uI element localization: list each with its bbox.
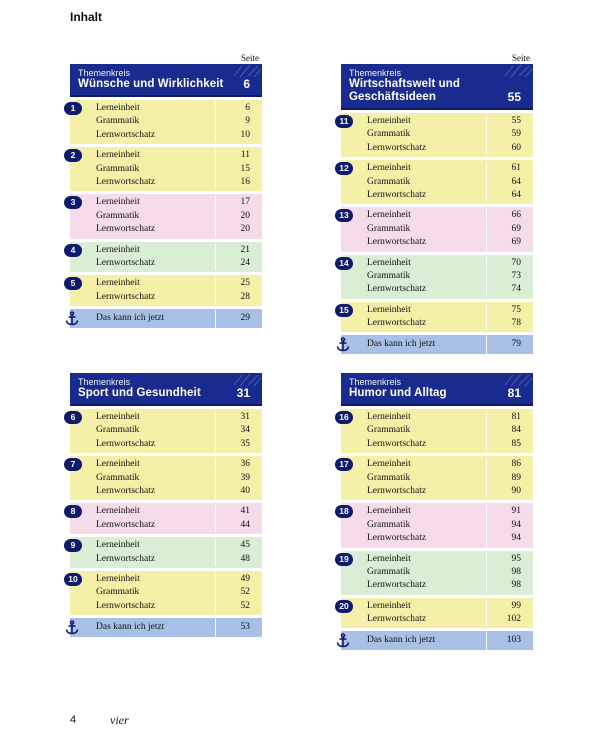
- unit-group: [341, 598, 533, 629]
- themenkreis-label: Themenkreis: [349, 377, 402, 387]
- themenkreis-page: 6: [243, 77, 250, 91]
- toc-entry-page: 86: [486, 458, 533, 471]
- toc-entry-page: 75: [486, 304, 533, 317]
- toc-row[interactable]: [70, 176, 262, 189]
- toc-row[interactable]: [70, 102, 262, 115]
- kann-ich-jetzt-row[interactable]: [341, 335, 533, 354]
- themenkreis-page: 31: [236, 386, 250, 400]
- toc-entry-label: Grammatik: [367, 223, 411, 234]
- themenkreis-page: 55: [507, 90, 521, 104]
- unit-group: [70, 537, 262, 568]
- toc-entry-page: 31: [215, 411, 262, 424]
- toc-row[interactable]: [70, 539, 262, 552]
- toc-row[interactable]: [341, 424, 533, 437]
- toc-entry-page: 98: [486, 566, 533, 579]
- toc-entry-page: 94: [486, 532, 533, 545]
- toc-row[interactable]: [341, 553, 533, 566]
- toc-entry-label: Lernwortschatz: [96, 485, 156, 496]
- themenkreis-block: [341, 362, 533, 650]
- unit-group: [70, 147, 262, 191]
- toc-entry-page: 40: [215, 485, 262, 498]
- kann-label: Das kann ich jetzt: [96, 622, 165, 633]
- toc-row[interactable]: [341, 223, 533, 236]
- unit-number-badge: 15: [335, 304, 353, 317]
- toc-row[interactable]: [70, 411, 262, 424]
- toc-entry-label: Grammatik: [96, 116, 140, 127]
- toc-entry-page: 10: [215, 129, 262, 142]
- unit-group: [70, 571, 262, 615]
- toc-row[interactable]: [341, 304, 533, 317]
- themenkreis-title: Wünsche und Wirklichkeit: [78, 78, 224, 90]
- toc-entry-label: Lernwortschatz: [96, 438, 156, 449]
- toc-row[interactable]: [341, 236, 533, 249]
- themenkreis-title: Wirtschaftswelt und Geschäftsideen: [349, 78, 461, 103]
- toc-entry-page: 102: [486, 613, 533, 626]
- themenkreis-block: [341, 53, 533, 354]
- toc-row[interactable]: [70, 519, 262, 532]
- toc-entry-label: Lerneinheit: [367, 304, 411, 315]
- toc-entry-page: 91: [486, 505, 533, 518]
- toc-row[interactable]: [70, 485, 262, 498]
- toc-entry-label: Lernwortschatz: [367, 318, 427, 329]
- kann-page: 29: [215, 309, 262, 328]
- toc-entry-page: 69: [486, 223, 533, 236]
- toc-entry-page: 20: [215, 210, 262, 223]
- seite-label: [70, 362, 262, 373]
- toc-entry-page: 55: [486, 115, 533, 128]
- toc-row[interactable]: [341, 600, 533, 613]
- toc-entry-page: 52: [215, 586, 262, 599]
- anchor-icon: [336, 633, 350, 648]
- toc-entry-label: Grammatik: [367, 176, 411, 187]
- toc-entry-page: 84: [486, 424, 533, 437]
- unit-group: [70, 242, 262, 273]
- toc-entry-label: Lerneinheit: [96, 244, 140, 255]
- toc-entry-page: 85: [486, 438, 533, 451]
- unit-number-badge: 20: [335, 600, 353, 613]
- toc-entry-page: 45: [215, 539, 262, 552]
- toc-entry-label: Grammatik: [367, 270, 411, 281]
- themenkreis-label: Themenkreis: [349, 68, 402, 78]
- toc-entry-label: Lernwortschatz: [96, 129, 156, 140]
- unit-group: [341, 409, 533, 453]
- toc-row[interactable]: [70, 129, 262, 142]
- toc-entry-label: Lerneinheit: [367, 210, 411, 221]
- anchor-icon: [65, 620, 79, 635]
- toc-entry-page: 64: [486, 176, 533, 189]
- unit-group: [341, 503, 533, 547]
- toc-entry-label: Lernwortschatz: [96, 291, 156, 302]
- toc-entry-page: 60: [486, 142, 533, 155]
- toc-row[interactable]: [70, 196, 262, 209]
- toc-entry-page: 36: [215, 458, 262, 471]
- toc-row[interactable]: [70, 586, 262, 599]
- toc-entry-page: 59: [486, 128, 533, 141]
- toc-entry-label: Grammatik: [96, 587, 140, 598]
- toc-row[interactable]: [341, 270, 533, 283]
- toc-entry-page: 78: [486, 317, 533, 330]
- toc-entry-page: 44: [215, 519, 262, 532]
- toc-entry-label: Lernwortschatz: [96, 257, 156, 268]
- toc-entry-label: Lerneinheit: [367, 553, 411, 564]
- unit-group: [70, 194, 262, 238]
- toc-entry-page: 16: [215, 176, 262, 189]
- toc-row[interactable]: [70, 210, 262, 223]
- toc-row[interactable]: [341, 128, 533, 141]
- themenkreis-header: [341, 373, 533, 406]
- toc-entry-label: Lerneinheit: [96, 459, 140, 470]
- toc-entry-page: 74: [486, 283, 533, 296]
- toc-entry-label: Lernwortschatz: [96, 600, 156, 611]
- toc-entry-label: Grammatik: [96, 210, 140, 221]
- toc-entry-label: Lerneinheit: [96, 150, 140, 161]
- unit-number-badge: 7: [64, 458, 82, 471]
- unit-number-badge: 19: [335, 553, 353, 566]
- unit-group: [341, 113, 533, 157]
- toc-row[interactable]: [341, 485, 533, 498]
- toc-entry-label: Lernwortschatz: [367, 284, 427, 295]
- toc-entry-label: Lernwortschatz: [367, 485, 427, 496]
- unit-number-badge: 16: [335, 411, 353, 424]
- toc-entry-label: Lernwortschatz: [367, 533, 427, 544]
- toc-entry-label: Lerneinheit: [96, 197, 140, 208]
- unit-group: [341, 551, 533, 595]
- unit-number-badge: 6: [64, 411, 82, 424]
- themenkreis-header: [70, 373, 262, 406]
- unit-group: [70, 409, 262, 453]
- kann-label: Das kann ich jetzt: [96, 313, 165, 324]
- toc-entry-label: Lernwortschatz: [367, 614, 427, 625]
- toc-row[interactable]: [70, 244, 262, 257]
- kann-ich-jetzt-row[interactable]: [70, 618, 262, 637]
- toc-row[interactable]: [341, 566, 533, 579]
- toc-entry-page: 90: [486, 485, 533, 498]
- toc-row[interactable]: [70, 573, 262, 586]
- toc-entry-label: Lerneinheit: [367, 600, 411, 611]
- unit-group: [341, 255, 533, 299]
- unit-number-badge: 11: [335, 115, 353, 128]
- toc-row[interactable]: [70, 553, 262, 566]
- toc-row[interactable]: [70, 600, 262, 613]
- toc-entry-page: 48: [215, 553, 262, 566]
- themenkreis-header: [70, 64, 262, 97]
- unit-number-badge: 5: [64, 277, 82, 290]
- toc-entry-page: 49: [215, 573, 262, 586]
- seite-label: Seite: [241, 53, 259, 63]
- toc-entry-label: Grammatik: [96, 425, 140, 436]
- unit-group: [70, 275, 262, 306]
- themenkreis-title: Humor und Alltag: [349, 387, 447, 399]
- seite-label: [341, 362, 533, 373]
- toc-entry-page: 24: [215, 257, 262, 270]
- toc-row[interactable]: [70, 424, 262, 437]
- themenkreis-label: Themenkreis: [78, 377, 131, 387]
- page-title: Inhalt: [70, 10, 102, 24]
- toc-entry-label: Lerneinheit: [367, 116, 411, 126]
- toc-row[interactable]: [341, 176, 533, 189]
- toc-entry-page: 61: [486, 162, 533, 175]
- unit-group: [341, 207, 533, 251]
- toc-entry-page: 41: [215, 505, 262, 518]
- toc-entry-page: 28: [215, 291, 262, 304]
- unit-group: [341, 456, 533, 500]
- toc-row[interactable]: [341, 283, 533, 296]
- toc-entry-page: 35: [215, 438, 262, 451]
- toc-row[interactable]: [341, 519, 533, 532]
- toc-entry-page: 25: [215, 277, 262, 290]
- toc-entry-page: 64: [486, 189, 533, 202]
- kann-page: 53: [215, 618, 262, 637]
- toc-row[interactable]: [341, 505, 533, 518]
- unit-group: [341, 302, 533, 333]
- toc-row[interactable]: [341, 532, 533, 545]
- toc-row[interactable]: [70, 505, 262, 518]
- toc-entry-label: Lerneinheit: [96, 506, 140, 517]
- anchor-icon: [336, 337, 350, 352]
- toc-row[interactable]: [70, 223, 262, 236]
- toc-row[interactable]: [341, 613, 533, 626]
- toc-row[interactable]: [341, 209, 533, 222]
- toc-entry-page: 98: [486, 579, 533, 592]
- toc-entry-label: Lerneinheit: [96, 540, 140, 551]
- unit-number-badge: 12: [335, 162, 353, 175]
- toc-entry-label: Lernwortschatz: [367, 237, 427, 248]
- unit-group: [341, 160, 533, 204]
- toc-entry-page: 69: [486, 236, 533, 249]
- toc-entry-page: 17: [215, 196, 262, 209]
- toc-row[interactable]: [341, 438, 533, 451]
- unit-number-badge: 4: [64, 244, 82, 257]
- themenkreis-title: Sport und Gesundheit: [78, 387, 201, 399]
- toc-row[interactable]: [341, 317, 533, 330]
- themenkreis-block: [70, 53, 262, 328]
- kann-page: 103: [486, 631, 533, 650]
- page-word: vier: [110, 713, 129, 727]
- toc-entry-page: 89: [486, 472, 533, 485]
- toc-entry-label: Grammatik: [96, 163, 140, 174]
- kann-ich-jetzt-row[interactable]: [70, 309, 262, 328]
- toc-row[interactable]: [341, 142, 533, 155]
- themenkreis-label: Themenkreis: [78, 68, 131, 78]
- toc-entry-label: Lernwortschatz: [367, 142, 427, 153]
- toc-entry-label: Lerneinheit: [96, 573, 140, 584]
- toc-entry-page: 70: [486, 257, 533, 270]
- toc-row[interactable]: [341, 162, 533, 175]
- toc-entry-label: Lernwortschatz: [96, 553, 156, 564]
- themenkreis-block: [70, 362, 262, 637]
- toc-entry-page: 39: [215, 472, 262, 485]
- toc-entry-label: Lerneinheit: [96, 103, 140, 113]
- toc-entry-page: 94: [486, 519, 533, 532]
- page-number: 4: [70, 714, 77, 726]
- unit-number-badge: 2: [64, 149, 82, 162]
- toc-entry-label: Grammatik: [96, 472, 140, 483]
- toc-entry-label: Lerneinheit: [367, 163, 411, 174]
- toc-entry-label: Lerneinheit: [96, 412, 140, 422]
- kann-label: Das kann ich jetzt: [367, 339, 436, 350]
- toc-entry-label: Grammatik: [367, 566, 411, 577]
- toc-entry-label: Grammatik: [367, 472, 411, 483]
- kann-page: 79: [486, 335, 533, 354]
- toc-entry-label: Lernwortschatz: [96, 519, 156, 530]
- anchor-icon: [65, 311, 79, 326]
- kann-ich-jetzt-row[interactable]: [341, 631, 533, 650]
- toc-entry-page: 6: [215, 102, 262, 115]
- toc-entry-label: Lernwortschatz: [367, 189, 427, 200]
- toc-row[interactable]: [70, 291, 262, 304]
- unit-group: [70, 503, 262, 534]
- toc-row[interactable]: [341, 579, 533, 592]
- toc-entry-page: 34: [215, 424, 262, 437]
- unit-number-badge: 10: [64, 573, 82, 586]
- unit-number-badge: 17: [335, 458, 353, 471]
- toc-row[interactable]: [70, 163, 262, 176]
- unit-number-badge: 14: [335, 257, 353, 270]
- toc-row[interactable]: [70, 149, 262, 162]
- toc-row[interactable]: [70, 115, 262, 128]
- unit-number-badge: 8: [64, 505, 82, 518]
- toc-entry-page: 11: [215, 149, 262, 162]
- toc-entry-label: Grammatik: [367, 129, 411, 140]
- toc-entry-label: Lerneinheit: [367, 412, 411, 422]
- toc-entry-page: 73: [486, 270, 533, 283]
- toc-entry-label: Lerneinheit: [96, 278, 140, 289]
- unit-number-badge: 13: [335, 209, 353, 222]
- unit-number-badge: 1: [64, 102, 82, 115]
- themenkreis-page: 81: [507, 386, 521, 400]
- toc-row[interactable]: [341, 472, 533, 485]
- toc-entry-page: 21: [215, 244, 262, 257]
- toc-row[interactable]: [341, 257, 533, 270]
- toc-entry-page: 66: [486, 209, 533, 222]
- themenkreis-header: [341, 64, 533, 110]
- toc-entry-label: Lernwortschatz: [96, 224, 156, 235]
- toc-row[interactable]: [70, 458, 262, 471]
- unit-group: [70, 456, 262, 500]
- toc-entry-page: 95: [486, 553, 533, 566]
- toc-entry-label: Grammatik: [367, 425, 411, 436]
- toc-entry-page: 15: [215, 163, 262, 176]
- toc-entry-label: Lernwortschatz: [367, 438, 427, 449]
- seite-label: Seite: [512, 53, 530, 63]
- toc-row[interactable]: [70, 277, 262, 290]
- toc-entry-page: 99: [486, 600, 533, 613]
- unit-group: [70, 100, 262, 144]
- unit-number-badge: 3: [64, 196, 82, 209]
- toc-entry-label: Lerneinheit: [367, 459, 411, 470]
- unit-number-badge: 18: [335, 505, 353, 518]
- toc-entry-label: Grammatik: [367, 519, 411, 530]
- toc-row[interactable]: [70, 472, 262, 485]
- toc-entry-page: 9: [215, 115, 262, 128]
- toc-row[interactable]: [70, 438, 262, 451]
- toc-entry-page: 52: [215, 600, 262, 613]
- toc-entry-label: Lernwortschatz: [96, 176, 156, 187]
- toc-entry-label: Lerneinheit: [367, 506, 411, 517]
- toc-entry-label: Lernwortschatz: [367, 580, 427, 591]
- toc-entry-page: 20: [215, 223, 262, 236]
- toc-row[interactable]: [70, 257, 262, 270]
- kann-label: Das kann ich jetzt: [367, 635, 436, 646]
- toc-row[interactable]: [341, 189, 533, 202]
- toc-row[interactable]: [341, 115, 533, 128]
- toc-row[interactable]: [341, 411, 533, 424]
- toc-entry-label: Lerneinheit: [367, 257, 411, 268]
- unit-number-badge: 9: [64, 539, 82, 552]
- toc-row[interactable]: [341, 458, 533, 471]
- toc-entry-page: 81: [486, 411, 533, 424]
